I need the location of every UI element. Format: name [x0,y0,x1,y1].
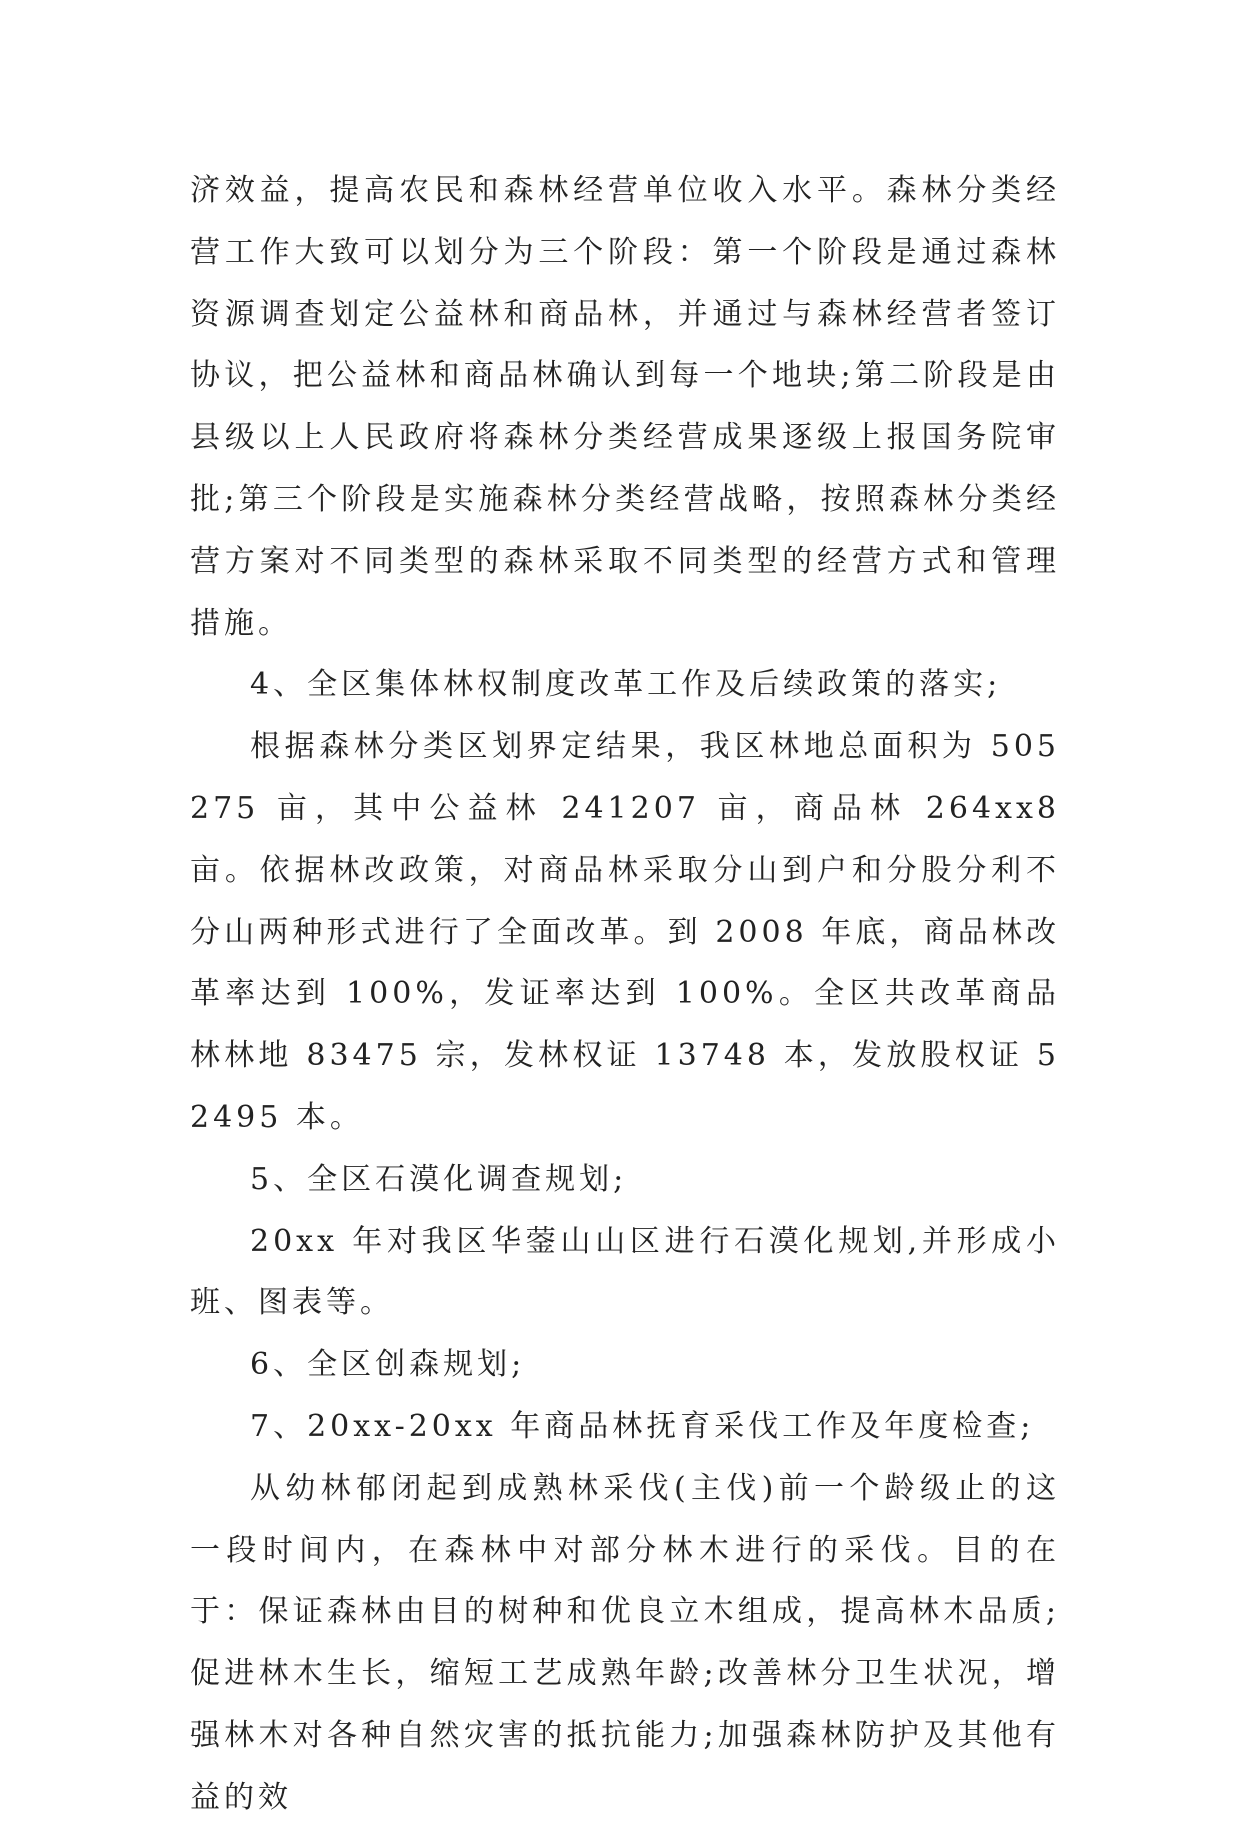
section-heading-4: 4、全区集体林权制度改革工作及后续政策的落实; [250,667,1002,703]
section-heading-7: 7、20xx-20xx 年商品林抚育采伐工作及年度检查; [250,1408,1035,1444]
section-heading-5: 5、全区石漠化调查规划; [250,1161,628,1197]
section-heading-6: 6、全区创森规划; [250,1347,526,1383]
document-body [190,160,1060,1829]
paragraph-continuation: 济效益，提高农民和森林经营单位收入水平。森林分类经营工作大致可以划分为三个阶段：第一个阶段是通过森林资源调查划定公益林和商品林，并通过与森林经营者签订协议，把公益林和商品林确认到每一个地块;第二阶段是由县级以上人民政府将森林分类经营成果逐级上报国务院审批;第三个阶段是实施森林分类经营战略，按照森林分类经营方案对不同类型的森林采取不同类型的经营方式和管理措施。 [190,173,1060,641]
paragraph-rocky-desertification: 20xx 年对我区华蓥山山区进行石漠化规划,并形成小班、图表等。 [190,1223,1060,1321]
paragraph-forest-tenure: 根据森林分类区划界定结果，我区林地总面积为 505275 亩，其中公益林 241207 亩，商品林 264xx8 亩。依据林改政策，对商品林采取分山到户和分股分利不分山两种形式进行了全面改革。到 2008 年底，商品林改革率达到 100%，发证率达到 100%。全区共改革商品林林地 83475 宗，发林权证 13748 本，发放股权证 52495 本。 [190,729,1060,1135]
paragraph-tending-felling: 从幼林郁闭起到成熟林采伐(主伐)前一个龄级止的这一段时间内，在森林中对部分林木进行的采伐。目的在于：保证森林由目的树种和优良立木组成，提高林木品质;促进林木生长，缩短工艺成熟年龄;改善林分卫生状况，增强林木对各种自然灾害的抵抗能力;加强森林防护及其他有益的效 [190,1470,1060,1815]
